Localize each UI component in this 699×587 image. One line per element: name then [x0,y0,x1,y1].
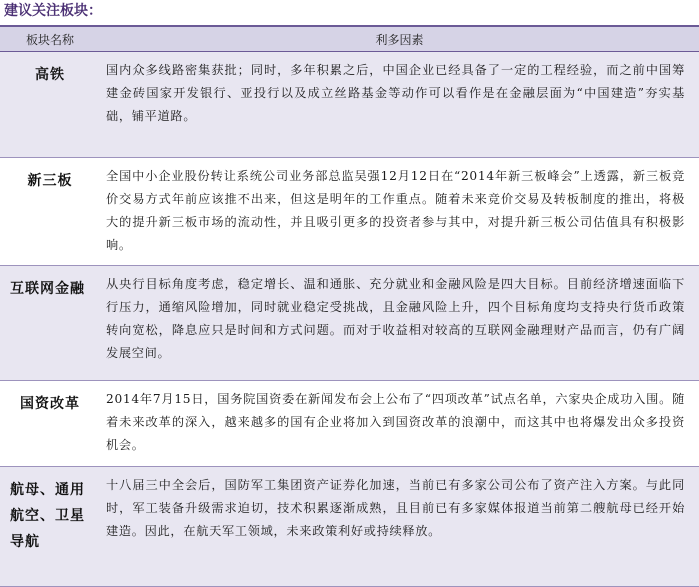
sector-name: 国资改革 [20,396,80,412]
header-bullish-factors: 利多因素 [375,32,424,47]
table-row [0,381,699,467]
sector-table [0,25,699,587]
sector-factor: 2014年7月15日，国务院国资委在新闻发布会上公布了“四项改革”试点名单，六家央企成功入围。随着未来改革的深入，越来越多的国有企业将加入到国资改革的浪潮中，而这其中也将爆发出众多投资机会。 [106,392,685,452]
sector-name: 新三板 [27,173,73,189]
table-row [0,158,699,266]
sector-name: 互联网金融 [10,281,85,297]
sector-factor: 从央行目标角度考虑，稳定增长、温和通胀、充分就业和金融风险是四大目标。目前经济增速面临下行压力，通缩风险增加，同时就业稳定受挑战，且金融风险上升，四个目标角度均支持央行货币政策转向宽松，降息应只是时间和方式问题。而对于收益相对较高的互联网金融理财产品而言，仍有广阔发展空间。 [106,277,685,360]
sector-name: 航母、通用航空、卫星导航 [10,482,85,550]
table-row [0,467,699,587]
page-title: 建议关注板块： [4,3,102,19]
sector-factor: 十八届三中全会后，国防军工集团资产证券化加速，当前已有多家公司公布了资产注入方案。与此同时，军工装备升级需求迫切，技术积累逐渐成熟，且目前已有多家媒体报道当前第二艘航母已经开始建造。因此，在航天军工领域，未来政策利好或持续释放。 [106,478,685,538]
sector-factor: 国内众多线路密集获批；同时，多年积累之后，中国企业已经具备了一定的工程经验，而之前中国筹建金砖国家开发银行、亚投行以及成立丝路基金等动作可以看作是在金融层面为“中国建造”夯实基础，铺平道路。 [106,63,685,123]
table-header-row [0,25,699,52]
table-row [0,266,699,381]
table-row [0,52,699,158]
sector-name: 高铁 [35,67,65,83]
sector-factor: 全国中小企业股份转让系统公司业务部总监吴强12月12日在“2014年新三板峰会”上透露，新三板竞价交易方式年前应该推不出来，但这是明年的工作重点。随着未来竞价交易及转板制度的推出，将极大的提升新三板市场的流动性，并且吸引更多的投资者参与其中，对提升新三板公司估值具有积极影响。 [106,169,685,252]
header-sector-name: 板块名称 [25,32,74,47]
